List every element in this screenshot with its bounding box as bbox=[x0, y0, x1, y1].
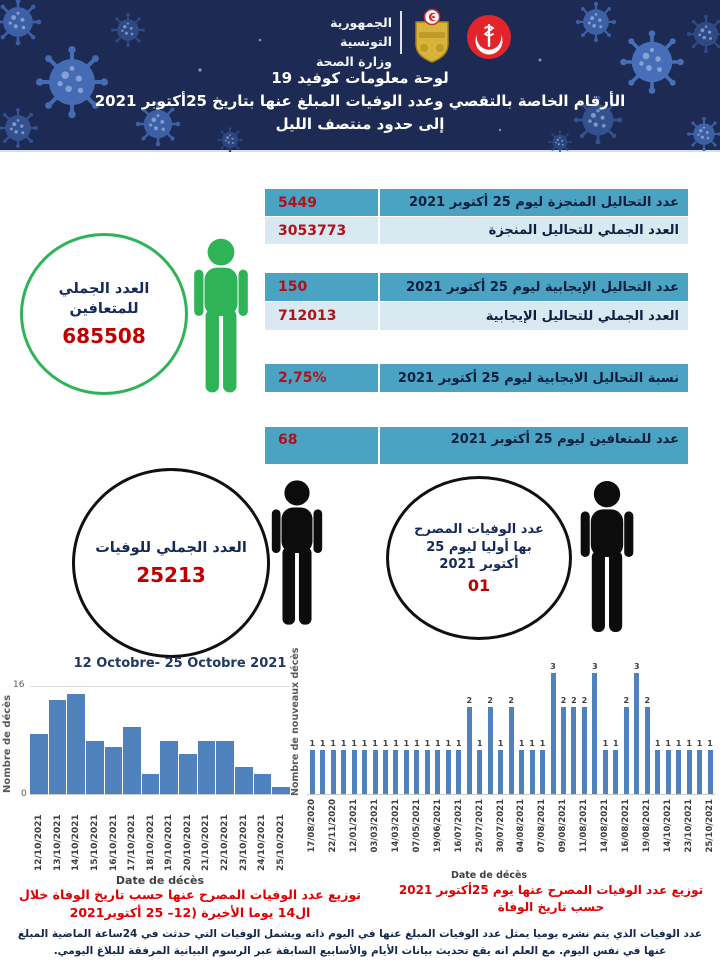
right-chart-bar bbox=[655, 750, 660, 794]
right-chart-bar-value: 1 bbox=[319, 739, 326, 749]
left-chart-xtick: 13/10/2021 bbox=[52, 814, 63, 871]
right-chart-xtick: 16/07/2021 bbox=[453, 799, 464, 853]
right-chart-bar-value: 1 bbox=[696, 739, 703, 749]
tests-total-label: العدد الجملي للتحاليل المنجزة bbox=[380, 217, 688, 244]
right-chart-xtick: 04/08/2021 bbox=[516, 799, 527, 853]
positivity-rate-value: 2,75% bbox=[265, 364, 378, 392]
right-chart-caption: توزيع عدد الوفيات المصرح عنها يوم 25أكتوبر 2021 حسب تاريخ الوفاة bbox=[398, 883, 704, 914]
right-chart-bar-value: 2 bbox=[571, 695, 577, 705]
header-banner bbox=[0, 0, 720, 152]
ministry-health-logo-icon bbox=[466, 14, 512, 60]
left-chart-ytick-max: 16 bbox=[13, 680, 25, 690]
left-chart-xtick: 17/10/2021 bbox=[127, 814, 138, 871]
right-chart-xlabel: Date de décès bbox=[450, 870, 528, 881]
left-chart-bar bbox=[123, 727, 141, 794]
right-chart-bar bbox=[645, 707, 650, 794]
gov-line-1: الجمهورية التونسية bbox=[330, 15, 392, 50]
right-chart-bar bbox=[551, 673, 556, 794]
right-chart-bar-value: 1 bbox=[456, 739, 462, 749]
right-chart-bar bbox=[456, 750, 461, 794]
tests-total-value: 3053773 bbox=[265, 217, 378, 244]
right-chart-bar bbox=[687, 750, 692, 794]
right-chart-bar-value: 1 bbox=[382, 739, 389, 749]
stat-row-positive-total bbox=[265, 302, 688, 330]
recovered-today-label: عدد للمتعافين ليوم 25 أكتوبر 2021 bbox=[380, 427, 688, 464]
right-chart-bar-value: 1 bbox=[403, 739, 410, 749]
right-chart-plot bbox=[307, 663, 715, 795]
right-chart-xtick: 09/08/2021 bbox=[558, 799, 569, 853]
dashboard-subtitle: الأرقام الخاصة بالتقصي وعدد الوفيات المبلغ عنها بتاريخ 25أكتوبر 2021 bbox=[94, 92, 626, 110]
right-chart-bar-value: 1 bbox=[424, 739, 431, 749]
right-chart-bar-value: 2 bbox=[508, 695, 514, 705]
right-chart-bar bbox=[498, 750, 503, 794]
right-chart-bar bbox=[393, 750, 398, 794]
left-chart-bar bbox=[179, 754, 197, 794]
positive-today-value: 150 bbox=[265, 273, 378, 301]
right-chart-bar bbox=[331, 750, 336, 794]
right-chart-bar-value: 2 bbox=[644, 695, 651, 705]
deaths-declared-today-circle bbox=[386, 476, 572, 640]
right-chart-bar-value: 1 bbox=[340, 739, 347, 749]
stat-row-tests-total bbox=[265, 217, 688, 244]
dashboard-title: لوحة معلومات كوفيد 19 bbox=[271, 69, 449, 87]
right-chart-bar-value: 1 bbox=[539, 739, 546, 749]
deaths-total-label: العدد الجملي للوفيات bbox=[95, 539, 247, 556]
left-chart-xtick: 14/10/2021 bbox=[71, 814, 82, 871]
stat-row-positivity-rate bbox=[265, 364, 688, 392]
right-chart-bar-value: 1 bbox=[361, 739, 368, 749]
left-chart-xtick: 15/10/2021 bbox=[90, 814, 101, 871]
right-chart-bar-value: 1 bbox=[309, 739, 316, 749]
left-chart-xtick: 23/10/2021 bbox=[238, 814, 249, 871]
right-chart-bar bbox=[561, 707, 566, 794]
stat-row-positive-today bbox=[265, 273, 688, 301]
tests-today-value: 5449 bbox=[265, 189, 378, 216]
right-chart-bar-value: 1 bbox=[372, 739, 378, 749]
left-chart-xtick: 24/10/2021 bbox=[257, 814, 268, 871]
right-chart-bar bbox=[592, 673, 597, 794]
right-chart-bar-value: 1 bbox=[654, 739, 661, 749]
right-chart-bar bbox=[676, 750, 681, 794]
right-chart-bar-value: 1 bbox=[686, 739, 692, 749]
left-chart-title: 12 Octobre- 25 Octobre 2021 bbox=[73, 656, 287, 671]
right-chart-bar bbox=[373, 750, 378, 794]
left-chart-bar bbox=[142, 774, 160, 794]
right-chart-xtick: 30/07/2021 bbox=[495, 799, 506, 853]
right-chart-bar-value: 1 bbox=[602, 739, 609, 749]
right-chart-bar-value: 2 bbox=[466, 695, 473, 705]
right-chart-bar-value: 1 bbox=[497, 739, 504, 749]
right-chart-bar bbox=[320, 750, 325, 794]
right-chart-xlabels bbox=[307, 799, 715, 869]
left-chart-bar bbox=[235, 767, 253, 794]
right-chart-bar-value: 3 bbox=[592, 662, 598, 671]
positive-total-label: العدد الجملي للتحاليل الإيجابية bbox=[380, 302, 688, 330]
deaths-declared-today-label: عدد الوفيات المصرح بها أوليا ليوم 25 أكتوبر 2021 bbox=[414, 522, 544, 573]
right-chart-xtick: 12/01/2021 bbox=[349, 799, 360, 853]
right-chart-xtick: 16/08/2021 bbox=[621, 799, 632, 853]
left-chart-bar bbox=[254, 774, 272, 794]
right-chart-bar-value: 1 bbox=[476, 739, 483, 749]
right-chart-xtick: 14/08/2021 bbox=[600, 799, 611, 853]
right-chart-xtick: 25/10/2021 bbox=[704, 799, 715, 853]
right-chart-bar bbox=[634, 673, 639, 794]
recovered-today-value: 68 bbox=[265, 427, 378, 464]
tunisia-emblem-icon bbox=[412, 8, 452, 64]
left-chart-xtick: 18/10/2021 bbox=[145, 814, 156, 871]
right-chart-bar-value: 1 bbox=[330, 739, 336, 749]
left-chart-bar bbox=[198, 741, 216, 795]
right-chart-bar bbox=[697, 750, 702, 794]
left-chart-bar bbox=[105, 747, 123, 794]
left-chart-bar bbox=[49, 700, 67, 794]
left-chart-xtick: 19/10/2021 bbox=[164, 814, 175, 871]
right-chart-bar-value: 1 bbox=[529, 739, 535, 749]
header-divider bbox=[400, 11, 402, 54]
right-chart-bar bbox=[341, 750, 346, 794]
deaths-total-circle bbox=[72, 468, 270, 658]
left-chart-xtick: 12/10/2021 bbox=[34, 814, 45, 871]
stat-row-tests-today bbox=[265, 189, 688, 216]
right-chart-bar bbox=[383, 750, 388, 794]
right-chart-xtick: 07/05/2021 bbox=[411, 799, 422, 853]
right-chart-bar-value: 1 bbox=[675, 739, 682, 749]
positive-today-label: عدد التحاليل الإيجابية ليوم 25 أكتوبر 2021 bbox=[380, 273, 688, 301]
right-chart-bar bbox=[477, 750, 482, 794]
left-chart-xlabel: Date de décès bbox=[115, 874, 205, 887]
right-chart-bar-value: 1 bbox=[613, 739, 619, 749]
left-chart-bar bbox=[30, 734, 48, 794]
right-chart-bar-value: 1 bbox=[707, 739, 713, 749]
right-chart-bar-value: 2 bbox=[581, 695, 588, 705]
right-chart-xtick: 11/08/2021 bbox=[579, 799, 590, 853]
recovered-total-circle bbox=[20, 233, 188, 395]
right-chart-xtick: 14/10/2021 bbox=[662, 799, 673, 853]
recovered-total-label: العدد الجملي للمتعافين bbox=[58, 280, 150, 317]
left-chart-xtick: 22/10/2021 bbox=[220, 814, 231, 871]
right-chart-xtick: 19/06/2021 bbox=[432, 799, 443, 853]
right-chart-bar bbox=[362, 750, 367, 794]
right-chart-bar-value: 1 bbox=[445, 739, 452, 749]
right-chart-bar bbox=[509, 707, 514, 794]
left-chart-bar bbox=[67, 694, 85, 794]
right-chart-bar bbox=[404, 750, 409, 794]
right-chart-xtick: 14/03/2021 bbox=[390, 799, 401, 853]
right-chart-bar-value: 1 bbox=[393, 739, 399, 749]
left-chart-xtick: 25/10/2021 bbox=[275, 814, 286, 871]
left-chart-ylabel: Nombre de décès bbox=[2, 694, 13, 793]
left-chart-bar bbox=[272, 787, 290, 794]
recovered-total-value: 685508 bbox=[62, 324, 146, 349]
right-chart-bar bbox=[425, 750, 430, 794]
government-title bbox=[288, 13, 392, 71]
right-chart-bar bbox=[414, 750, 419, 794]
right-chart-bar-value: 1 bbox=[435, 739, 441, 749]
deaths-total-value: 25213 bbox=[136, 563, 206, 588]
positivity-rate-label: نسبة التحاليل الايجابية ليوم 25 أكتوبر 2021 bbox=[380, 364, 688, 392]
right-chart-bar-value: 1 bbox=[665, 739, 671, 749]
right-chart-bar-value: 2 bbox=[487, 695, 493, 705]
left-chart-bar bbox=[160, 741, 178, 795]
gov-line-2: وزارة الصحة bbox=[315, 53, 392, 69]
deaths-declared-person-icon bbox=[574, 480, 640, 632]
left-chart-xtick: 21/10/2021 bbox=[201, 814, 212, 871]
left-chart-xlabels bbox=[30, 799, 290, 871]
footer-note: عدد الوفيات الذي يتم نشره يوميا يمثل عدد الوفيات المبلغ عنها في اليوم ذاته ويشمل الوفيات التي حدثت في 24ساعة الماضية المبلغ عنها في نفس اليوم. مع العلم انه يقع تحديث بيانات الأيام والأسابيع السابقة عبر الرسوم البيانية المرفقة للبلاغ اليومي. bbox=[17, 928, 703, 957]
right-chart-bar-value: 1 bbox=[351, 739, 357, 749]
right-chart-xtick: 25/07/2021 bbox=[474, 799, 485, 853]
right-chart-bar bbox=[666, 750, 671, 794]
positive-total-value: 712013 bbox=[265, 302, 378, 330]
right-chart-bar bbox=[582, 707, 587, 794]
right-chart-bar-value: 1 bbox=[518, 739, 525, 749]
right-chart-bar bbox=[708, 750, 713, 794]
right-chart-bar-value: 2 bbox=[560, 695, 567, 705]
right-chart-xtick: 17/08/2020 bbox=[307, 799, 318, 853]
right-chart-xtick: 22/11/2020 bbox=[328, 799, 339, 853]
right-chart-bar bbox=[310, 750, 315, 794]
stat-row-recovered-today bbox=[265, 427, 688, 464]
right-chart-bar-value: 1 bbox=[414, 739, 420, 749]
left-chart-bar bbox=[86, 741, 104, 795]
right-chart-xtick: 19/08/2021 bbox=[642, 799, 652, 853]
right-chart-bar bbox=[571, 707, 576, 794]
recovered-person-icon bbox=[188, 232, 254, 398]
tests-today-label: عدد التحاليل المنجزة ليوم 25 أكتوبر 2021 bbox=[380, 189, 688, 216]
left-chart-bar bbox=[216, 741, 234, 795]
right-chart-ylabel: Nombre de nouveaux décès bbox=[290, 647, 301, 796]
left-chart-ytick-min: 0 bbox=[21, 789, 27, 799]
right-chart-bar bbox=[540, 750, 545, 794]
right-chart-bar bbox=[530, 750, 535, 794]
left-chart-plot bbox=[30, 686, 290, 795]
right-chart-bar bbox=[435, 750, 440, 794]
right-chart-bar bbox=[488, 707, 493, 794]
right-chart-bar bbox=[613, 750, 618, 794]
left-chart-caption: توزيع عدد الوفيات المصرح عنها حسب تاريخ الوفاة خلال ال14 يوما الأخيرة (12– 25 أكتوبر2021 bbox=[18, 887, 362, 920]
right-chart-bar-value: 2 bbox=[623, 695, 630, 705]
dashboard-subtitle-2: إلى حدود منتصف الليل bbox=[275, 115, 445, 133]
left-chart-xtick: 16/10/2021 bbox=[108, 814, 119, 871]
right-chart-xtick: 07/08/2021 bbox=[537, 799, 548, 853]
deaths-person-icon bbox=[266, 476, 328, 628]
right-chart-xtick: 03/03/2021 bbox=[369, 799, 380, 853]
right-chart-xtick: 23/10/2021 bbox=[683, 799, 694, 853]
left-chart-xtick: 20/10/2021 bbox=[182, 814, 193, 871]
right-chart-bar bbox=[467, 707, 472, 794]
right-chart-bar bbox=[624, 707, 629, 794]
deaths-declared-today-value: 01 bbox=[467, 575, 491, 595]
right-chart-bar-value: 3 bbox=[633, 662, 640, 671]
right-chart-bar bbox=[603, 750, 608, 794]
right-chart-bar-value: 3 bbox=[550, 662, 556, 671]
right-chart-bar bbox=[352, 750, 357, 794]
right-chart-bar bbox=[519, 750, 524, 794]
right-chart-bar bbox=[446, 750, 451, 794]
